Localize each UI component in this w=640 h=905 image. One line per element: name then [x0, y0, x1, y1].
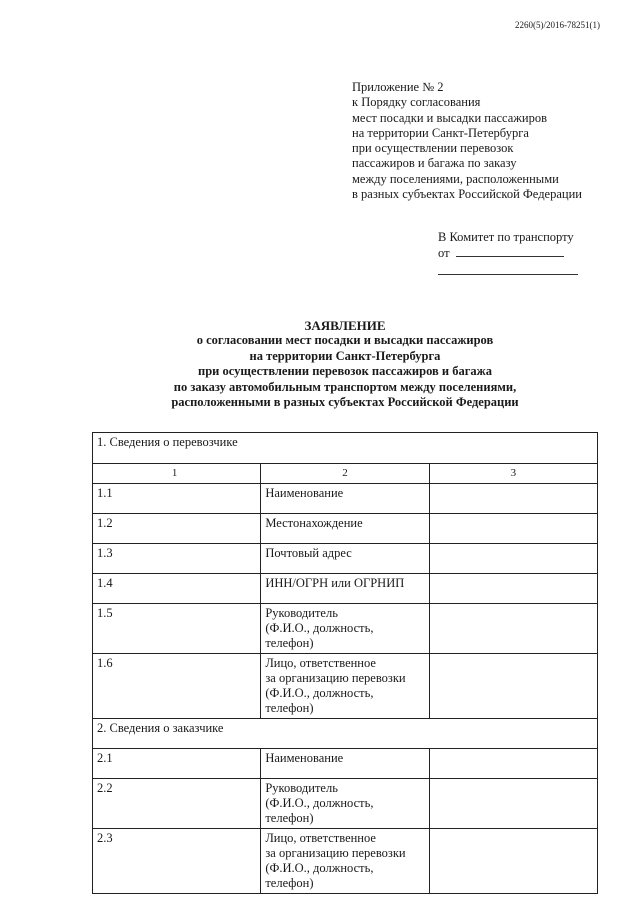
row-number: 1.5	[93, 604, 261, 654]
appendix-header	[352, 80, 582, 202]
table-row	[93, 749, 598, 779]
column-number: 3	[429, 464, 597, 484]
column-number: 1	[93, 464, 261, 484]
row-label: Почтовый адрес	[261, 544, 429, 574]
appendix-line: мест посадки и высадки пассажиров	[352, 110, 548, 125]
appendix-line: на территории Санкт-Петербурга	[352, 125, 529, 140]
appendix-line: при осуществлении перевозок	[352, 141, 514, 156]
row-number: 1.2	[93, 514, 261, 544]
appendix-line: Приложение № 2	[352, 80, 444, 94]
appendix-line: в разных субъектах Российской Федерации	[352, 187, 582, 202]
value-cell[interactable]	[429, 654, 597, 719]
row-number: 2.3	[93, 829, 261, 894]
row-number: 1.6	[93, 654, 261, 719]
from-blank-line	[456, 245, 564, 257]
appendix-line: пассажиров и багажа по заказу	[352, 156, 517, 171]
document-number: 2260(5)/2016-78251(1)	[515, 20, 600, 30]
column-number-row	[93, 464, 598, 484]
section-header-row	[93, 433, 598, 464]
table-row	[93, 514, 598, 544]
row-number: 1.4	[93, 574, 261, 604]
addressee-to: В Комитет по транспорту	[438, 230, 574, 244]
value-cell[interactable]	[429, 514, 597, 544]
table-row	[93, 484, 598, 514]
value-cell[interactable]	[429, 779, 597, 829]
value-cell[interactable]	[429, 749, 597, 779]
document-title	[90, 318, 600, 410]
table-row	[93, 604, 598, 654]
row-number: 2.2	[93, 779, 261, 829]
application-form-table	[92, 432, 598, 894]
row-label: Руководитель (Ф.И.О., должность, телефон)	[261, 604, 429, 654]
appendix-line: между поселениями, расположенными	[352, 171, 559, 186]
from-blank-line-2	[438, 265, 578, 275]
table-row	[93, 779, 598, 829]
addressee-from	[438, 245, 578, 261]
row-number: 1.1	[93, 484, 261, 514]
value-cell[interactable]	[429, 574, 597, 604]
column-number: 2	[261, 464, 429, 484]
table-row	[93, 544, 598, 574]
row-label: Наименование	[261, 484, 429, 514]
value-cell[interactable]	[429, 829, 597, 894]
table-row	[93, 654, 598, 719]
row-label: Местонахождение	[261, 514, 429, 544]
title-line: при осуществлении перевозок пассажиров и багажа	[198, 364, 492, 379]
row-label: Лицо, ответственное за организацию перевозки (Ф.И.О., должность, телефон)	[261, 654, 429, 719]
title-line: по заказу автомобильным транспортом между поселениями,	[173, 379, 517, 394]
section-2-title: 2. Сведения о заказчике	[93, 719, 598, 749]
section-1-title: 1. Сведения о перевозчике	[93, 433, 598, 464]
table-row	[93, 574, 598, 604]
value-cell[interactable]	[429, 544, 597, 574]
row-number: 2.1	[93, 749, 261, 779]
section-header-row	[93, 719, 598, 749]
row-label: Наименование	[261, 749, 429, 779]
addressee-block	[438, 229, 578, 275]
row-label: Руководитель (Ф.И.О., должность, телефон)	[261, 779, 429, 829]
row-label: ИНН/ОГРН или ОГРНИП	[261, 574, 429, 604]
table-row	[93, 829, 598, 894]
value-cell[interactable]	[429, 484, 597, 514]
row-label: Лицо, ответственное за организацию перевозки (Ф.И.О., должность, телефон)	[261, 829, 429, 894]
title-line: на территории Санкт-Петербурга	[249, 348, 441, 363]
value-cell[interactable]	[429, 604, 597, 654]
row-number: 1.3	[93, 544, 261, 574]
title-line: о согласовании мест посадки и высадки пассажиров	[196, 333, 494, 348]
title-main: ЗАЯВЛЕНИЕ	[304, 318, 386, 333]
title-line: расположенными в разных субъектах Российской Федерации	[171, 395, 519, 410]
from-label: от	[438, 246, 450, 260]
appendix-line: к Порядку согласования	[352, 95, 481, 110]
